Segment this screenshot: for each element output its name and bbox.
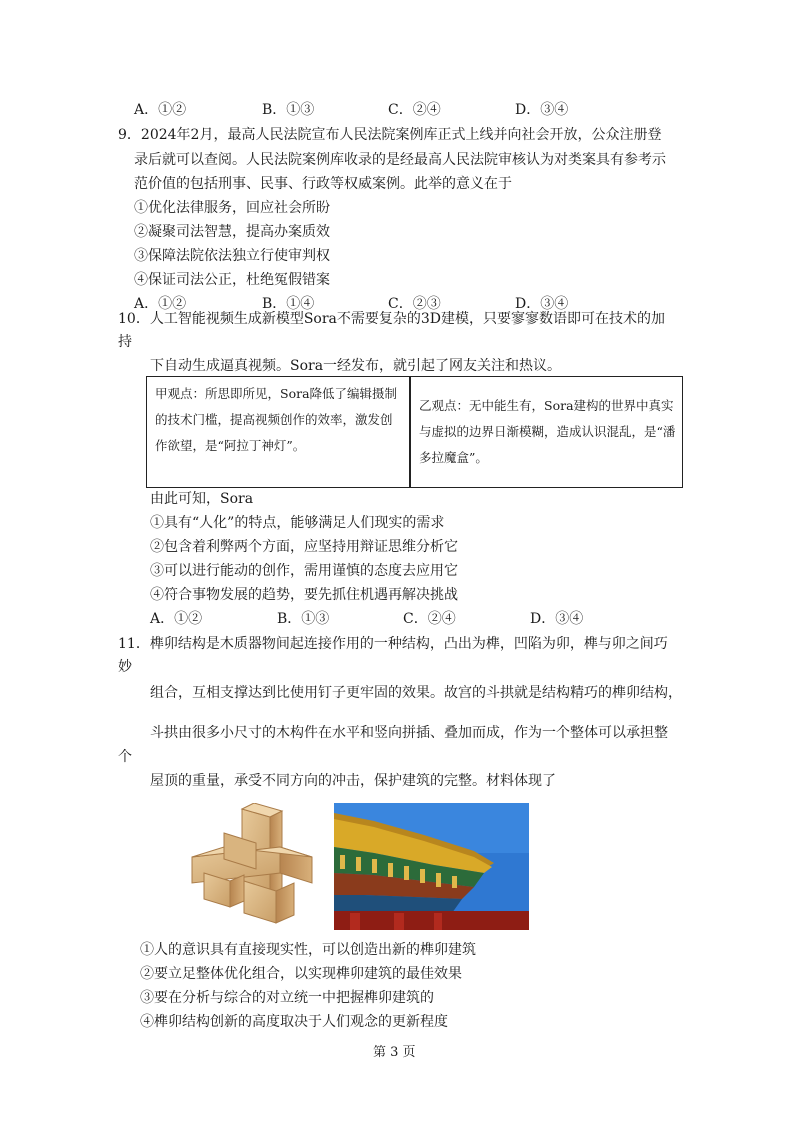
q10-option-a: A．①②	[150, 611, 203, 627]
q10-item-3: ③可以进行能动的创作，需用谨慎的态度去应用它	[150, 563, 458, 579]
q9-item-3: ③保障法院依法独立行使审判权	[134, 248, 330, 264]
viewpoint-yi: 乙观点：无中能生有，Sora建构的世界中真实与虚拟的边界日渐模糊，造成认识混乱，是“潘多拉魔盒”。	[419, 398, 676, 465]
q9-option-b: B．①④	[262, 296, 315, 312]
q9-item-4: ④保证司法公正，杜绝冤假错案	[134, 272, 330, 288]
page-number: 第 3 页	[373, 1045, 416, 1060]
palace-dougong-image	[334, 803, 529, 930]
q8-option-d: D．③④	[515, 102, 569, 118]
q9-option-a: A．①②	[134, 296, 187, 312]
q11-stem-line-3-wrap: 个	[118, 749, 132, 765]
table-divider	[409, 377, 411, 487]
q11-stem-line-2: 组合，互相支撑达到比使用钉子更牢固的效果。故宫的斗拱就是结构精巧的榫卯结构，	[150, 685, 682, 701]
q10-item-4: ④符合事物发展的趋势，要先抓住机遇再解决挑战	[150, 587, 458, 603]
viewpoints-table	[146, 376, 683, 488]
q10-stem-line-1: 10．人工智能视频生成新模型Sora不需要复杂的3D建模，只要寥寥数语即可在技术的加	[118, 311, 666, 327]
q9-item-2: ②凝聚司法智慧，提高办案质效	[134, 224, 330, 240]
q10-item-2: ②包含着利弊两个方面，应坚持用辩证思维分析它	[150, 539, 458, 555]
q10-option-b: B．①③	[277, 611, 330, 627]
q10-option-d: D．③④	[530, 611, 584, 627]
q8-option-a: A．①②	[134, 102, 187, 118]
q10-item-1: ①具有“人化”的特点，能够满足人们现实的需求	[150, 515, 445, 531]
q9-stem-line-2: 录后就可以查阅。人民法院案例库收录的是经最高人民法院审核认为对类案具有参考示	[134, 152, 666, 168]
q11-item-3: ③要在分析与综合的对立统一中把握榫卯建筑的	[140, 990, 434, 1006]
q9-stem-line-3: 范价值的包括刑事、民事、行政等权威案例。此举的意义在于	[134, 176, 512, 192]
q10-stem-line-1-wrap: 持	[118, 334, 132, 350]
q10-lead: 由此可知，Sora	[150, 491, 254, 507]
q10-stem-line-2: 下自动生成逼真视频。Sora一经发布，就引起了网友关注和热议。	[150, 358, 562, 374]
q9-option-d: D．③④	[515, 296, 569, 312]
q11-stem-line-1-wrap: 妙	[118, 659, 132, 675]
q11-item-4: ④榫卯结构创新的高度取决于人们观念的更新程度	[140, 1014, 448, 1030]
q8-option-c: C．②④	[388, 102, 441, 118]
wooden-puzzle-image	[184, 803, 318, 929]
q11-stem-line-4: 屋顶的重量，承受不同方向的冲击，保护建筑的完整。材料体现了	[150, 773, 556, 789]
viewpoint-jia: 甲观点：所思即所见，Sora降低了编辑摄制的技术门槛，提高视频创作的效率，激发创作欲望，是“阿拉丁神灯”。	[155, 386, 398, 453]
q11-stem-line-1: 11．榫卯结构是木质器物间起连接作用的一种结构，凸出为榫，凹陷为卯，榫与卯之间巧	[118, 636, 668, 652]
q9-item-1: ①优化法律服务，回应社会所盼	[134, 200, 330, 216]
q11-item-1: ①人的意识具有直接现实性，可以创造出新的榫卯建筑	[140, 942, 476, 958]
q8-option-b: B．①③	[262, 102, 315, 118]
q10-option-c: C．②④	[403, 611, 456, 627]
q11-stem-line-3: 斗拱由很多小尺寸的木构件在水平和竖向拼插、叠加而成，作为一个整体可以承担整	[150, 725, 668, 741]
q9-option-c: C．②③	[388, 296, 441, 312]
q9-stem-line-1: 9．2024年2月，最高人民法院宣布人民法院案例库正式上线并向社会开放，公众注册登	[118, 127, 662, 143]
q11-item-2: ②要立足整体优化组合，以实现榫卯建筑的最佳效果	[140, 966, 462, 982]
